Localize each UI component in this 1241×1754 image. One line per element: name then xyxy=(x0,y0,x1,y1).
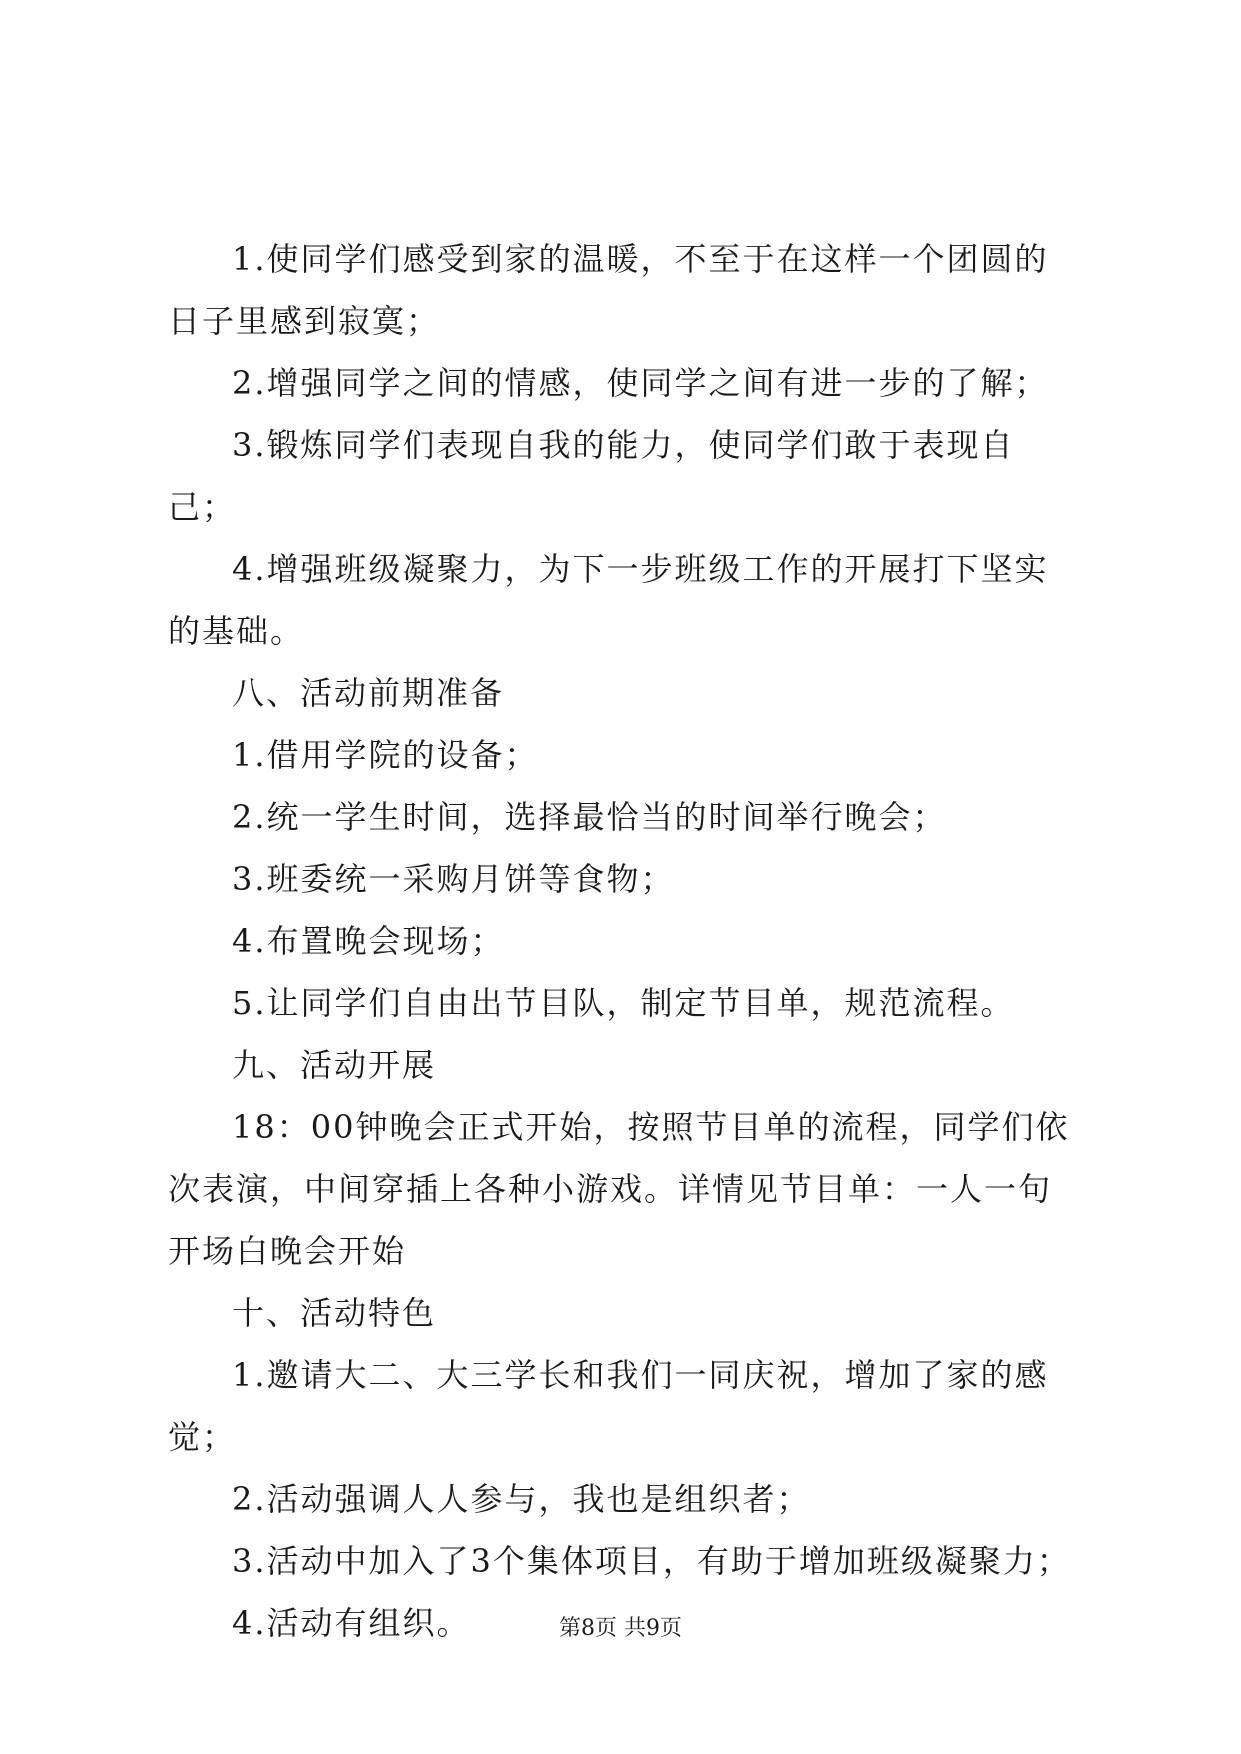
paragraph-prep-5: 5.让同学们自由出节目队，制定节目单，规范流程。 xyxy=(232,984,1015,1022)
paragraph-goal-3: 3.锻炼同学们表现自我的能力，使同学们敢于表现自己； xyxy=(168,426,1015,526)
document-body xyxy=(168,228,1078,1654)
paragraph-activity: 18：00钟晚会正式开始，按照节目单的流程，同学们依次表演，中间穿插上各种小游戏。详情见节目单：一人一句开场白晚会开始 xyxy=(168,1108,1070,1270)
paragraph-prep-2: 2.统一学生时间，选择最恰当的时间举行晚会； xyxy=(232,798,947,836)
paragraph-prep-4: 4.布置晚会现场； xyxy=(232,922,505,960)
page-footer xyxy=(0,1614,1241,1644)
paragraph-prep-3: 3.班委统一采购月饼等食物； xyxy=(232,860,675,898)
section-heading-features: 十、活动特色 xyxy=(232,1294,437,1332)
paragraph-feature-2: 2.活动强调人人参与，我也是组织者； xyxy=(232,1480,811,1518)
paragraph-feature-3: 3.活动中加入了3个集体项目，有助于增加班级凝聚力； xyxy=(232,1542,1071,1580)
paragraph-goal-1: 1.使同学们感受到家的温暖，不至于在这样一个团圆的日子里感到寂寞； xyxy=(168,240,1049,340)
page-number-label: 第8页 共9页 xyxy=(559,1616,682,1641)
paragraph-goal-2: 2.增强同学之间的情感，使同学之间有进一步的了解； xyxy=(232,364,1049,402)
paragraph-goal-4: 4.增强班级凝聚力，为下一步班级工作的开展打下坚实的基础。 xyxy=(168,550,1049,650)
section-heading-preparation: 八、活动前期准备 xyxy=(232,674,505,712)
paragraph-prep-1: 1.借用学院的设备； xyxy=(232,736,539,774)
section-heading-activity: 九、活动开展 xyxy=(232,1046,437,1084)
paragraph-feature-4: 4.活动有组织。 xyxy=(232,1604,471,1642)
paragraph-feature-1: 1.邀请大二、大三学长和我们一同庆祝，增加了家的感觉； xyxy=(168,1356,1049,1456)
